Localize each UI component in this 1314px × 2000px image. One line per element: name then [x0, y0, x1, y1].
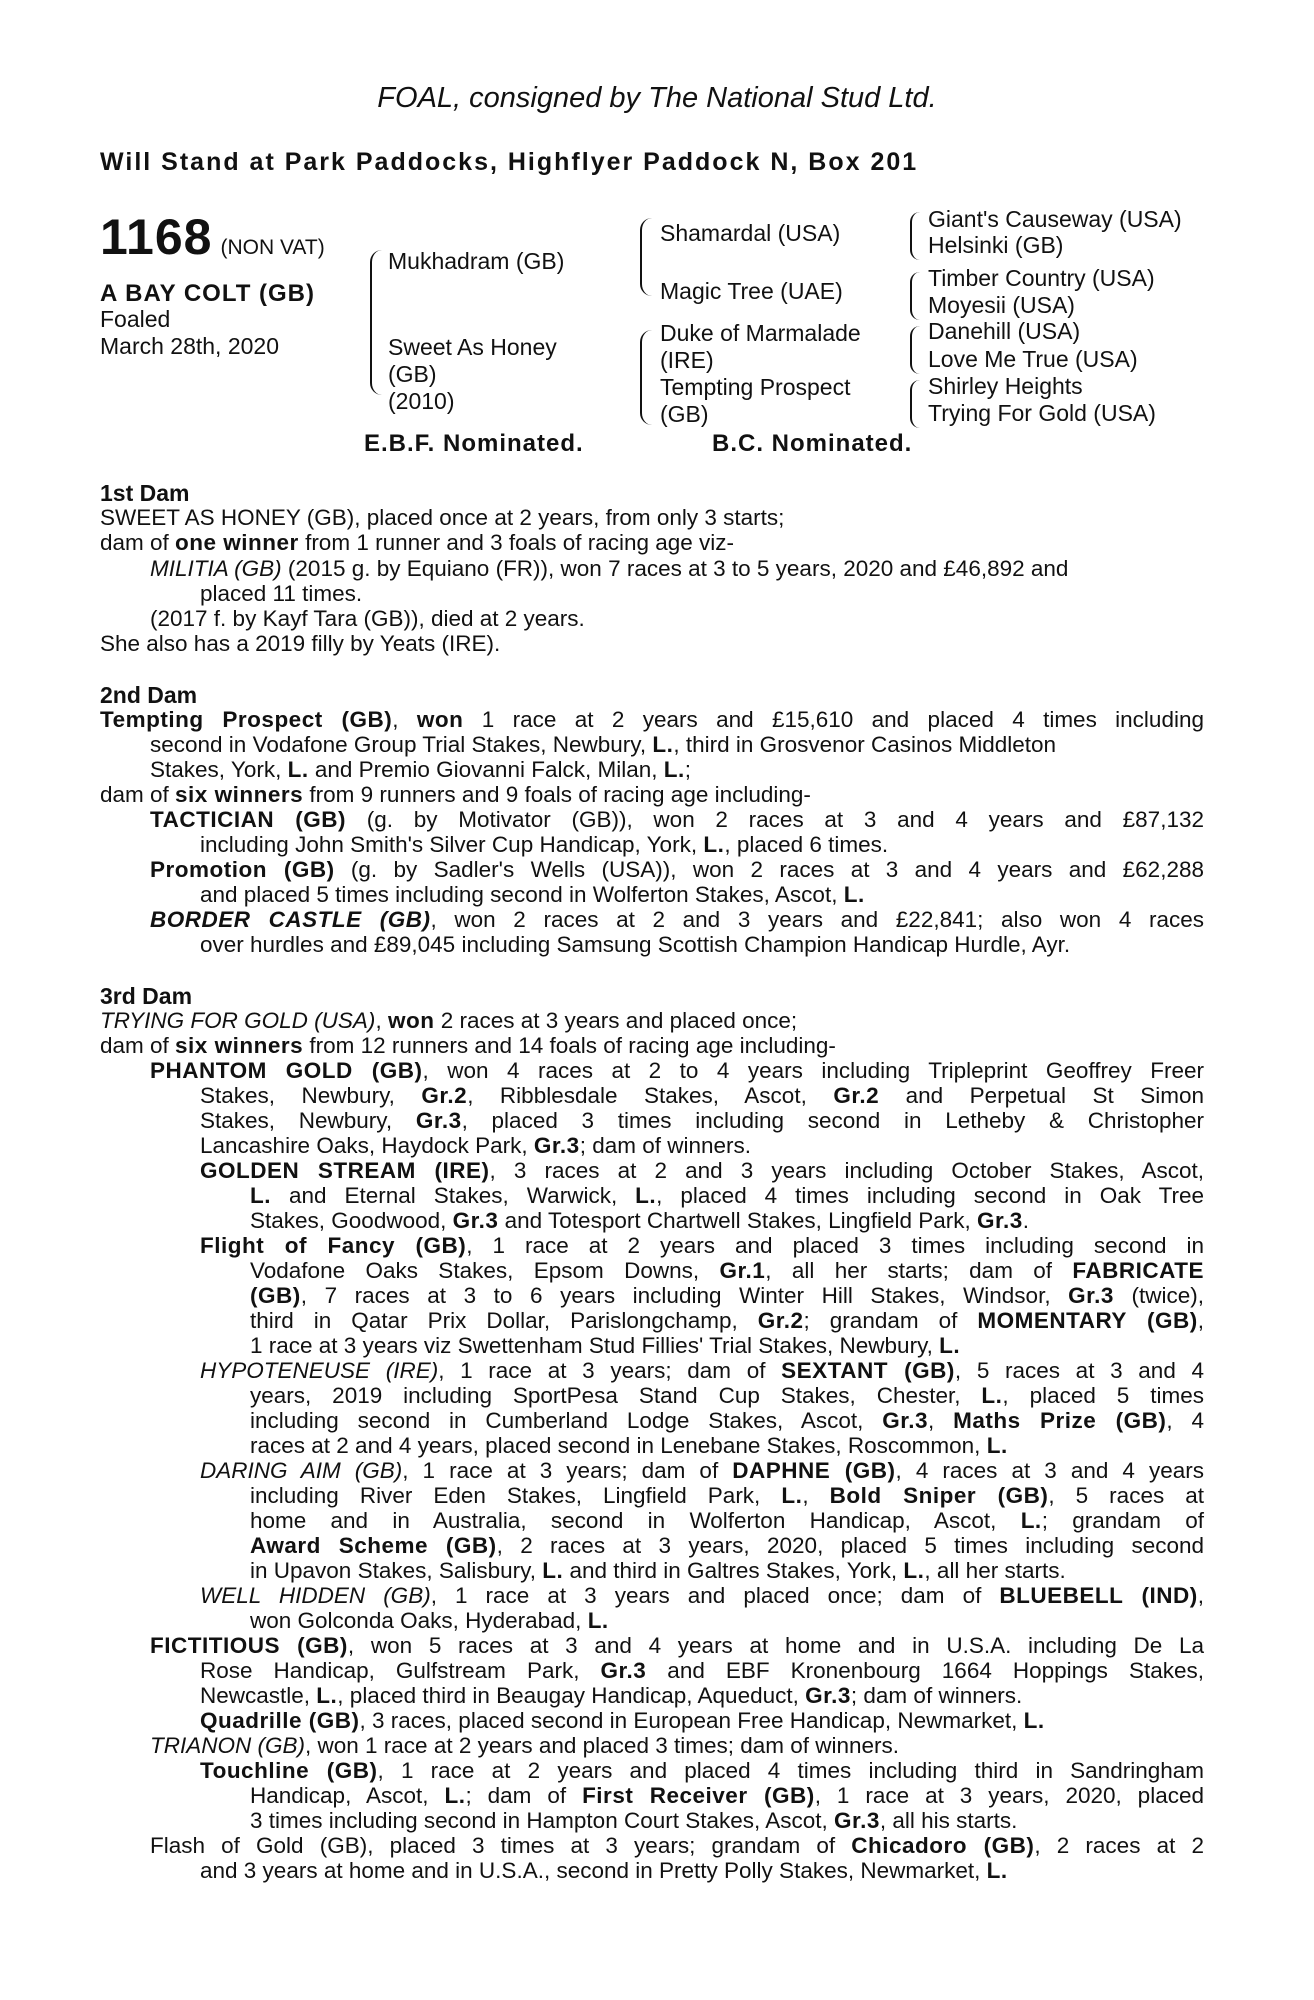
text-run: Maths Prize (GB) — [953, 1408, 1167, 1433]
text-run: L. — [250, 1183, 271, 1208]
text-run: . — [1022, 1208, 1030, 1233]
sire-sire: Shamardal (USA) — [660, 220, 841, 246]
text-run: L. — [986, 1433, 1008, 1458]
text-run: Gr.3 — [452, 1208, 499, 1233]
text-line — [250, 1508, 1204, 1533]
text-run: Chicadoro (GB) — [851, 1833, 1035, 1858]
text-line — [150, 556, 1068, 581]
text-run: , won 2 races at 2 and 3 years and £22,841; also won 4 races — [430, 907, 1204, 932]
text-run: , 5 races at 3 and 4 — [954, 1358, 1205, 1383]
text-run: L. — [663, 757, 685, 782]
text-run: Gr.1 — [719, 1258, 766, 1283]
text-line — [200, 1658, 1204, 1683]
text-run: FABRICATE — [1072, 1258, 1204, 1283]
text-run: , 2 races at 2 — [1034, 1833, 1204, 1858]
text-run: , — [928, 1408, 954, 1433]
text-run: L. — [843, 882, 865, 907]
text-run: BORDER CASTLE (GB) — [150, 907, 431, 932]
text-run: Promotion (GB) — [150, 857, 335, 882]
text-run: , placed 5 times — [1002, 1383, 1204, 1408]
text-line — [250, 1533, 1204, 1558]
text-run: , 1 race at 3 years; dam of — [402, 1458, 733, 1483]
pedigree-bracket — [640, 218, 652, 296]
text-run: from 9 runners and 9 foals of racing age including- — [303, 782, 811, 807]
text-run: Gr.2 — [421, 1083, 468, 1108]
text-run: and 3 years at home and in U.S.A., second in Pretty Polly Stakes, Newmarket, — [200, 1858, 987, 1883]
text-run: (g. by Sadler's Wells (USA)), won 2 races at 3 and 4 years and £62,288 — [334, 857, 1204, 882]
text-run: ; dam of winners. — [579, 1133, 752, 1158]
text-line — [200, 1758, 1204, 1783]
text-run: (2015 g. by Equiano (FR)), won 7 races at 3 to 5 years, 2020 and £46,892 and — [281, 556, 1069, 581]
text-run: Gr.3 — [882, 1408, 929, 1433]
text-run: Stakes, York, — [150, 757, 288, 782]
text-line — [250, 1408, 1204, 1433]
text-run: one winner — [175, 530, 299, 555]
text-run: and Premio Giovanni Falck, Milan, — [308, 757, 664, 782]
text-line — [150, 1633, 1204, 1658]
text-run: L. — [1023, 1708, 1045, 1733]
text-run: , third in Grosvenor Casinos Middleton — [673, 732, 1057, 757]
text-run: and third in Galtres Stakes, York, — [563, 1558, 904, 1583]
bc-nominated: B.C. Nominated. — [712, 430, 913, 457]
ebf-nominated: E.B.F. Nominated. — [364, 430, 584, 457]
text-run: , 1 race at 3 years; dam of — [438, 1358, 782, 1383]
text-run: , — [1197, 1308, 1205, 1333]
text-line — [250, 1308, 1204, 1333]
text-run: six winners — [175, 1033, 304, 1058]
text-run: Gr.3 — [533, 1133, 580, 1158]
text-run: , 5 races at — [1048, 1483, 1204, 1508]
text-run: and Totesport Chartwell Stakes, Lingfield Park, — [498, 1208, 977, 1233]
text-run: 2 races at 3 years and placed once; — [434, 1008, 798, 1033]
text-run: dam of — [100, 1033, 176, 1058]
text-line: SWEET AS HONEY (GB), placed once at 2 years, from only 3 starts; — [100, 505, 785, 530]
text-run: Gr.2 — [833, 1083, 880, 1108]
text-run: , 1 race at 2 years and placed 4 times including third in Sandringham — [377, 1758, 1204, 1783]
text-run: Flight of Fancy (GB) — [200, 1233, 467, 1258]
grandsire-2: Helsinki (GB) — [928, 232, 1064, 258]
text-run: , — [392, 707, 417, 732]
text-run: , 1 race at 3 years and placed once; dam of — [430, 1583, 1000, 1608]
text-line — [200, 882, 865, 907]
text-run: Bold Sniper (GB) — [829, 1483, 1049, 1508]
text-run: TRYING FOR GOLD (USA) — [100, 1008, 376, 1033]
text-line: placed 11 times. — [200, 581, 363, 606]
text-run: Gr.3 — [977, 1208, 1023, 1233]
text-run: HYPOTENEUSE (IRE) — [200, 1358, 439, 1383]
text-run: , 1 race at 2 years and placed 3 times including second in — [466, 1233, 1204, 1258]
text-run: , all her starts. — [924, 1558, 1066, 1583]
text-run: , 3 races, placed second in European Free Handicap, Newmarket, — [359, 1708, 1024, 1733]
text-run: Gr.3 — [834, 1808, 880, 1833]
text-line — [100, 782, 811, 807]
text-run: Award Scheme (GB) — [250, 1533, 497, 1558]
text-run: dam of — [100, 530, 176, 555]
text-run: L. — [703, 832, 725, 857]
text-run: Touchline (GB) — [200, 1758, 378, 1783]
text-run: , — [375, 1008, 388, 1033]
pedigree-bracket — [370, 250, 382, 395]
text-line — [200, 1708, 1045, 1733]
text-run: L. — [781, 1483, 803, 1508]
text-run: L. — [652, 732, 674, 757]
text-line — [150, 1833, 1204, 1858]
pedigree-bracket — [910, 326, 920, 374]
text-line — [250, 1258, 1204, 1283]
text-line — [150, 857, 1204, 882]
text-run: L. — [444, 1783, 466, 1808]
text-line — [250, 1608, 609, 1633]
text-run: , 7 races at 3 to 6 years including Winter Hill Stakes, Windsor, — [300, 1283, 1069, 1308]
foaled-label: Foaled — [100, 306, 171, 332]
text-line — [250, 1483, 1204, 1508]
text-run: First Receiver (GB) — [582, 1783, 815, 1808]
text-run: won — [387, 1008, 435, 1033]
text-run: TACTICIAN (GB) — [150, 807, 347, 832]
text-line — [250, 1783, 1204, 1808]
text-line — [150, 907, 1204, 932]
lot-number: 1168 — [100, 209, 213, 265]
text-line — [250, 1383, 1204, 1408]
text-run: , placed 6 times. — [724, 832, 889, 857]
text-line — [250, 1808, 1017, 1833]
lot-number-block — [100, 208, 325, 266]
second-dam-heading: 2nd Dam — [100, 682, 198, 708]
text-run: DARING AIM (GB) — [200, 1458, 403, 1483]
sire-name: Mukhadram (GB) — [388, 248, 565, 274]
text-line — [200, 1158, 1204, 1183]
text-run: and EBF Kronenbourg 1664 Hoppings Stakes, — [646, 1658, 1205, 1683]
dam-name: Sweet As Honey (GB) (2010) — [388, 334, 557, 414]
text-run: BLUEBELL (IND) — [999, 1583, 1198, 1608]
text-run: L. — [1020, 1508, 1042, 1533]
text-run: , 2 races at 3 years, 2020, placed 5 times including second — [496, 1533, 1204, 1558]
text-run: TRIANON (GB) — [150, 1733, 305, 1758]
text-run: FICTITIOUS (GB) — [150, 1633, 348, 1658]
text-line — [200, 1583, 1204, 1608]
pedigree-bracket — [910, 272, 920, 320]
text-line: over hurdles and £89,045 including Samsung Scottish Champion Handicap Hurdle, Ayr. — [200, 932, 1071, 957]
dam-dam: Tempting Prospect (GB) — [660, 374, 851, 427]
text-run: 3 times including second in Hampton Court Stakes, Ascot, — [250, 1808, 835, 1833]
text-line — [150, 1058, 1204, 1083]
text-run: Stakes, Newbury, — [200, 1108, 416, 1133]
text-run: years, 2019 including SportPesa Stand Cup Stakes, Chester, — [250, 1383, 982, 1408]
text-line — [150, 732, 1056, 757]
text-run: L. — [287, 757, 309, 782]
text-run: , placed third in Beaugay Handicap, Aqueduct, — [337, 1683, 806, 1708]
text-run: won — [416, 707, 464, 732]
text-line — [200, 832, 888, 857]
text-run: from 1 runner and 3 foals of racing age viz- — [298, 530, 735, 555]
text-run: (g. by Motivator (GB)), won 2 races at 3 and 4 years and £87,132 — [346, 807, 1204, 832]
text-run: , placed 3 times including second in Letheby & Christopher — [461, 1108, 1204, 1133]
pedigree-bracket — [910, 380, 920, 428]
text-run: ; dam of — [465, 1783, 583, 1808]
text-run: Lancashire Oaks, Haydock Park, — [200, 1133, 534, 1158]
text-run: Flash of Gold (GB), placed 3 times at 3 years; grandam of — [150, 1833, 852, 1858]
text-run: GOLDEN STREAM (IRE) — [200, 1158, 490, 1183]
text-run: and Eternal Stakes, Warwick, — [271, 1183, 636, 1208]
text-run: L. — [635, 1183, 657, 1208]
text-run: L. — [587, 1608, 609, 1633]
text-line — [150, 1733, 899, 1758]
foaled-date — [100, 306, 279, 360]
text-run: Newcastle, — [200, 1683, 317, 1708]
text-line: She also has a 2019 filly by Yeats (IRE). — [100, 631, 501, 656]
dam-sire: Duke of Marmalade (IRE) — [660, 320, 861, 373]
text-run: Tempting Prospect (GB) — [100, 707, 393, 732]
text-run: races at 2 and 4 years, placed second in Lenebane Stakes, Roscommon, — [250, 1433, 987, 1458]
text-run: third in Qatar Prix Dollar, Parislongchamp, — [250, 1308, 758, 1333]
text-run: L. — [316, 1683, 338, 1708]
grandsire-4: Moyesii (USA) — [928, 292, 1075, 318]
text-line — [100, 1033, 836, 1058]
vat-status: (NON VAT) — [220, 236, 325, 259]
grandsire-6: Love Me True (USA) — [928, 346, 1138, 372]
text-run: Gr.2 — [757, 1308, 804, 1333]
text-line — [250, 1558, 1066, 1583]
text-run: , all her starts; dam of — [765, 1258, 1073, 1283]
text-run: from 12 runners and 14 foals of racing age including- — [303, 1033, 836, 1058]
text-line — [250, 1183, 1204, 1208]
pedigree-bracket — [640, 330, 652, 425]
text-run: Vodafone Oaks Stakes, Epsom Downs, — [250, 1258, 720, 1283]
text-run: second in Vodafone Group Trial Stakes, Newbury, — [150, 732, 653, 757]
text-run: Stakes, Newbury, — [200, 1083, 422, 1108]
text-line — [150, 757, 691, 782]
grandsire-7: Shirley Heights — [928, 373, 1083, 399]
lot-title: A BAY COLT (GB) — [100, 280, 316, 307]
text-run: L. — [986, 1858, 1008, 1883]
text-line — [100, 1008, 797, 1033]
text-line — [200, 1358, 1204, 1383]
grandsire-5: Danehill (USA) — [928, 318, 1081, 344]
text-line — [200, 1458, 1204, 1483]
text-run: Gr.3 — [415, 1108, 462, 1133]
text-line — [250, 1433, 1008, 1458]
text-run: including second in Cumberland Lodge Stakes, Ascot, — [250, 1408, 883, 1433]
text-line — [200, 1233, 1204, 1258]
text-run: Handicap, Ascot, — [250, 1783, 445, 1808]
text-run: won Golconda Oaks, Hyderabad, — [250, 1608, 588, 1633]
sire-dam: Magic Tree (UAE) — [660, 278, 843, 304]
text-run: , — [802, 1483, 830, 1508]
text-run: MILITIA (GB) — [150, 556, 282, 581]
text-run: Gr.3 — [805, 1683, 851, 1708]
text-run: and Perpetual St Simon — [879, 1083, 1204, 1108]
text-line — [100, 707, 1204, 732]
text-run: ; — [684, 757, 692, 782]
text-run: home and in Australia, second in Wolferton Handicap, Ascot, — [250, 1508, 1021, 1533]
text-run: , 4 races at 3 and 4 years — [895, 1458, 1204, 1483]
text-line — [200, 1858, 1008, 1883]
grandsire-1: Giant's Causeway (USA) — [928, 206, 1182, 232]
text-run: in Upavon Stakes, Salisbury, — [250, 1558, 543, 1583]
text-run: L. — [981, 1383, 1003, 1408]
foaled-value: March 28th, 2020 — [100, 333, 280, 359]
text-run: Gr.3 — [1068, 1283, 1114, 1308]
text-run: including River Eden Stakes, Lingfield Park, — [250, 1483, 782, 1508]
text-line — [200, 1133, 751, 1158]
text-run: , won 5 races at 3 and 4 years at home and in U.S.A. including De La — [347, 1633, 1204, 1658]
text-run: , won 4 races at 2 to 4 years including Tripleprint Geoffrey Freer — [422, 1058, 1205, 1083]
text-run: SEXTANT (GB) — [781, 1358, 955, 1383]
text-run: WELL HIDDEN (GB) — [200, 1583, 431, 1608]
text-run: including John Smith's Silver Cup Handicap, York, — [200, 832, 704, 857]
text-line — [200, 1083, 1204, 1108]
text-line — [250, 1283, 1204, 1308]
text-run: PHANTOM GOLD (GB) — [150, 1058, 423, 1083]
text-run: six winners — [175, 782, 304, 807]
text-line — [250, 1333, 960, 1358]
text-run: 1 race at 3 years viz Swettenham Stud Fillies' Trial Stakes, Newbury, — [250, 1333, 940, 1358]
text-run: ; grandam of — [803, 1308, 978, 1333]
text-line — [200, 1683, 1022, 1708]
text-run: Gr.3 — [600, 1658, 647, 1683]
text-run: (GB) — [250, 1283, 301, 1308]
text-run: L. — [542, 1558, 564, 1583]
text-line — [150, 807, 1204, 832]
text-run: , — [1197, 1583, 1204, 1608]
text-run: , 3 races at 2 and 3 years including October Stakes, Ascot, — [489, 1158, 1204, 1183]
first-dam-heading: 1st Dam — [100, 480, 190, 506]
text-run: (twice), — [1113, 1283, 1204, 1308]
text-run: Quadrille (GB) — [200, 1708, 360, 1733]
text-line: (2017 f. by Kayf Tara (GB)), died at 2 years. — [150, 606, 585, 631]
third-dam-heading: 3rd Dam — [100, 983, 193, 1009]
text-run: ; grandam of — [1041, 1508, 1205, 1533]
text-run: , placed 4 times including second in Oak Tree — [656, 1183, 1204, 1208]
text-run: DAPHNE (GB) — [732, 1458, 896, 1483]
grandsire-3: Timber Country (USA) — [928, 265, 1155, 291]
stabling-line: Will Stand at Park Paddocks, Highflyer Paddock N, Box 201 — [100, 148, 919, 176]
text-run: , 4 — [1166, 1408, 1204, 1433]
text-run: , 1 race at 3 years, 2020, placed — [814, 1783, 1204, 1808]
text-run: , won 1 race at 2 years and placed 3 times; dam of winners. — [305, 1733, 900, 1758]
consignor-line: FOAL, consigned by The National Stud Ltd. — [377, 82, 937, 114]
text-run: ; dam of winners. — [850, 1683, 1023, 1708]
text-run: , all his starts. — [879, 1808, 1018, 1833]
text-run: dam of — [100, 782, 176, 807]
text-run: 1 race at 2 years and £15,610 and placed 4 times including — [463, 707, 1204, 732]
pedigree-bracket — [910, 212, 920, 260]
text-run: MOMENTARY (GB) — [977, 1308, 1198, 1333]
text-line — [250, 1208, 1029, 1233]
text-run: Rose Handicap, Gulfstream Park, — [200, 1658, 601, 1683]
text-run: L. — [903, 1558, 925, 1583]
text-line — [100, 530, 734, 555]
text-run: , Ribblesdale Stakes, Ascot, — [467, 1083, 834, 1108]
text-run: Stakes, Goodwood, — [250, 1208, 453, 1233]
text-line — [200, 1108, 1204, 1133]
text-run: L. — [939, 1333, 961, 1358]
grandsire-8: Trying For Gold (USA) — [928, 400, 1156, 426]
text-run: and placed 5 times including second in Wolferton Stakes, Ascot, — [200, 882, 844, 907]
